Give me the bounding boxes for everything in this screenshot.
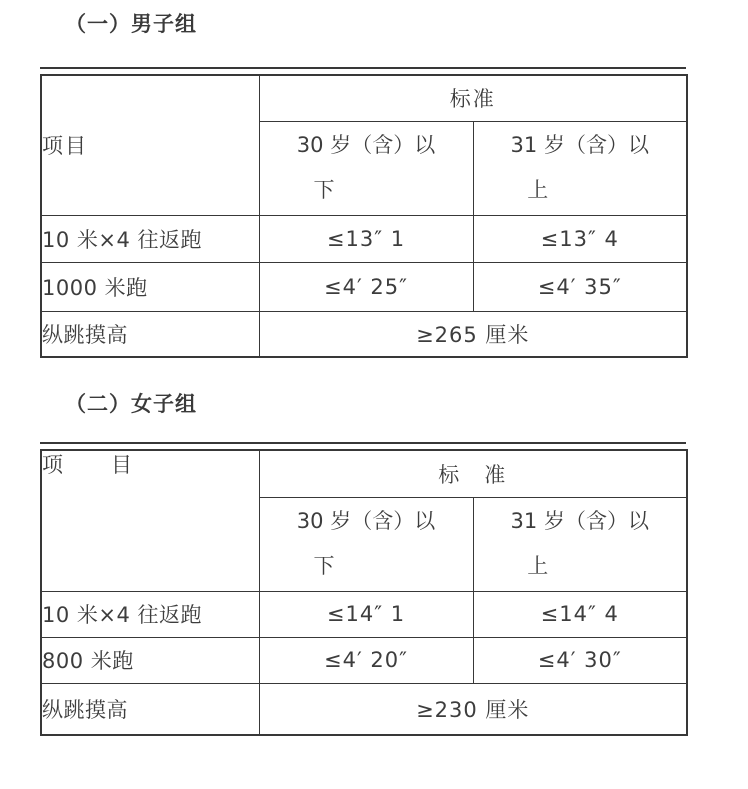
men-standards-table bbox=[40, 74, 688, 358]
section-title-women: （二）女子组 bbox=[65, 392, 197, 416]
value-cell: ≤4′ 30″ bbox=[473, 637, 687, 683]
men-header-row bbox=[41, 75, 687, 121]
value-cell: ≤4′ 35″ bbox=[473, 262, 687, 311]
value-cell: ≤4′ 25″ bbox=[259, 262, 473, 311]
merged-value-cell: ≥265 厘米 bbox=[259, 311, 687, 357]
item-cell: 纵跳摸高 bbox=[41, 311, 259, 357]
age-under30-line1: 30 岁（含）以 bbox=[296, 509, 436, 533]
section-title-men: （一）男子组 bbox=[65, 12, 197, 36]
table-row bbox=[41, 683, 687, 735]
age-over31-line2: 上 bbox=[527, 554, 549, 578]
table-row bbox=[41, 311, 687, 357]
table-row bbox=[41, 591, 687, 637]
men-age-over31-header-cell bbox=[473, 121, 687, 215]
value-cell: ≤14″ 4 bbox=[473, 591, 687, 637]
item-cell: 10 米×4 往返跑 bbox=[41, 591, 259, 637]
age-under30-line1: 30 岁（含）以 bbox=[296, 133, 436, 157]
women-item-header-cell: 项 目 bbox=[41, 450, 259, 591]
men-standard-header-cell: 标准 bbox=[259, 75, 687, 121]
age-over31-line1: 31 岁（含）以 bbox=[510, 509, 649, 533]
table-row bbox=[41, 262, 687, 311]
women-age-over31-header-cell bbox=[473, 497, 687, 591]
table-row bbox=[41, 215, 687, 262]
value-cell: ≤14″ 1 bbox=[259, 591, 473, 637]
item-cell: 1000 米跑 bbox=[41, 262, 259, 311]
age-under30-line2: 下 bbox=[313, 554, 335, 578]
women-standard-header-cell: 标 准 bbox=[259, 450, 687, 497]
women-header-row bbox=[41, 450, 687, 497]
item-cell: 800 米跑 bbox=[41, 637, 259, 683]
item-cell: 纵跳摸高 bbox=[41, 683, 259, 735]
age-over31-line1: 31 岁（含）以 bbox=[510, 133, 649, 157]
age-under30-line2: 下 bbox=[313, 178, 335, 202]
value-cell: ≤4′ 20″ bbox=[259, 637, 473, 683]
value-cell: ≤13″ 4 bbox=[473, 215, 687, 262]
item-cell: 10 米×4 往返跑 bbox=[41, 215, 259, 262]
men-item-header-cell: 项目 bbox=[41, 75, 259, 215]
age-over31-line2: 上 bbox=[527, 178, 549, 202]
women-standards-table bbox=[40, 449, 688, 736]
women-table-block bbox=[40, 442, 686, 736]
men-table-block bbox=[40, 67, 686, 358]
table-row bbox=[41, 637, 687, 683]
merged-value-cell: ≥230 厘米 bbox=[259, 683, 687, 735]
value-cell: ≤13″ 1 bbox=[259, 215, 473, 262]
